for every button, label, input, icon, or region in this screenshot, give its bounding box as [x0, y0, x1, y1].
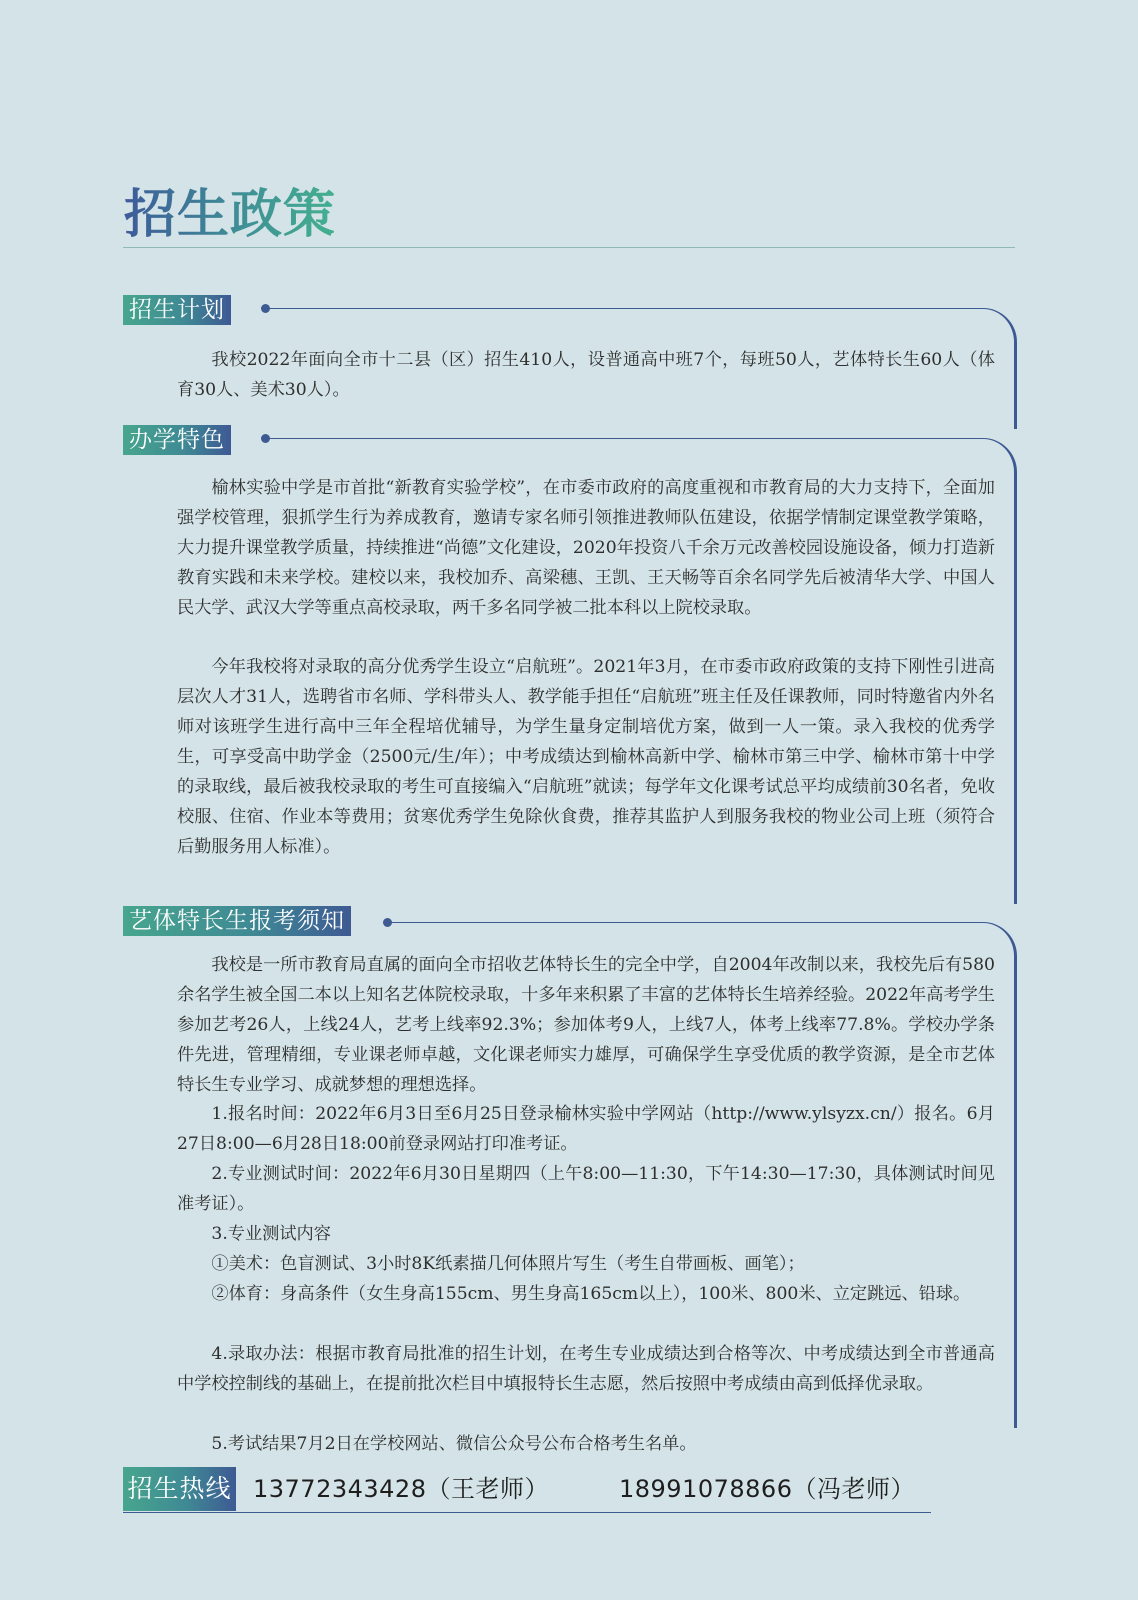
hotline-contact-1: 13772343428（王老师）: [253, 1475, 549, 1503]
arts-item-fine-arts: ①美术：色盲测试、3小时8K纸素描几何体照片写生（考生自带画板、画笔）；: [211, 1254, 805, 1274]
features-paragraph-1: 榆林实验中学是市首批“新教育实验学校”，在市委市政府的高度重视和市教育局的大力支持下，全面加强学校管理，狠抓学生行为养成教育，邀请专家名师引领推进教师队伍建设，依据学情制定课堂教学策略，大力提升课堂教学质量，持续推进“尚德”文化建设，2020年投资八千余万元改善校园设施设备，倾力打造新教育实践和未来学校。建校以来，我校加乔、高梁穗、王凯、王天畅等百余名同学先后被清华大学、中国人民大学、武汉大学等重点高校录取，两千多名同学被二批本科以上院校录取。: [177, 478, 995, 618]
section-label-plan: 招生计划: [123, 295, 231, 325]
arts-item-registration: 1.报名时间：2022年6月3日至6月25日登录榆林实验中学网站（http://www.ylsyzx.cn/）报名。6月27日8:00—6月28日18:00前登录网站打印准考证。: [177, 1104, 995, 1154]
arts-item-sports: ②体育：身高条件（女生身高155cm、男生身高165cm以上），100米、800米、立定跳远、铅球。: [211, 1284, 971, 1304]
plan-paragraph: 我校2022年面向全市十二县（区）招生410人，设普通高中班7个，每班50人，艺体特长生60人（体育30人、美术30人）。: [177, 350, 995, 400]
hotline-underline: [123, 1512, 931, 1513]
hotline-label: 招生热线: [123, 1467, 236, 1511]
section-label-arts: 艺体特长生报考须知: [123, 906, 351, 936]
title-divider: [123, 247, 1015, 248]
arts-item-admission: 4.录取办法：根据市教育局批准的招生计划，在考生专业成绩达到合格等次、中考成绩达到全市普通高中学校控制线的基础上，在提前批次栏目中填报特长生志愿，然后按照中考成绩由高到低择优录取。: [177, 1344, 995, 1394]
arts-item-results: 5.考试结果7月2日在学校网站、微信公众号公布合格考生名单。: [211, 1434, 697, 1454]
arts-item-test-content: 3.专业测试内容: [211, 1224, 331, 1244]
features-paragraph-2: 今年我校将对录取的高分优秀学生设立“启航班”。2021年3月，在市委市政府政策的支持下刚性引进高层次人才31人，选聘省市名师、学科带头人、教学能手担任“启航班”班主任及任课教师，同时特邀省内外名师对该班学生进行高中三年全程培优辅导，为学生量身定制培优方案，做到一人一策。录入我校的优秀学生，可享受高中助学金（2500元/生/年）；中考成绩达到榆林高新中学、榆林市第三中学、榆林市第十中学的录取线，最后被我校录取的考生可直接编入“启航班”就读；每学年文化课考试总平均成绩前30名者，免收校服、住宿、作业本等费用；贫寒优秀学生免除伙食费，推荐其监护人到服务我校的物业公司上班（须符合后勤服务用人标准）。: [177, 657, 995, 857]
hotline-contact-2: 18991078866（冯老师）: [619, 1475, 915, 1503]
page-title: 招生政策: [124, 172, 336, 247]
section-label-features: 办学特色: [123, 425, 231, 455]
arts-item-test-time: 2.专业测试时间：2022年6月30日星期四（上午8:00—11:30，下午14:30—17:30，具体测试时间见准考证）。: [177, 1164, 995, 1214]
arts-intro-paragraph: 我校是一所市教育局直属的面向全市招收艺体特长生的完全中学，自2004年改制以来，我校先后有580余名学生被全国二本以上知名艺体院校录取，十多年来积累了丰富的艺体特长生培养经验。2022年高考学生参加艺考26人，上线24人，艺考上线率92.3%；参加体考9人，上线7人，体考上线率77.8%。学校办学条件先进，管理精细，专业课老师卓越，文化课老师实力雄厚，可确保学生享受优质的教学资源，是全市艺体特长生专业学习、成就梦想的理想选择。: [177, 955, 995, 1095]
